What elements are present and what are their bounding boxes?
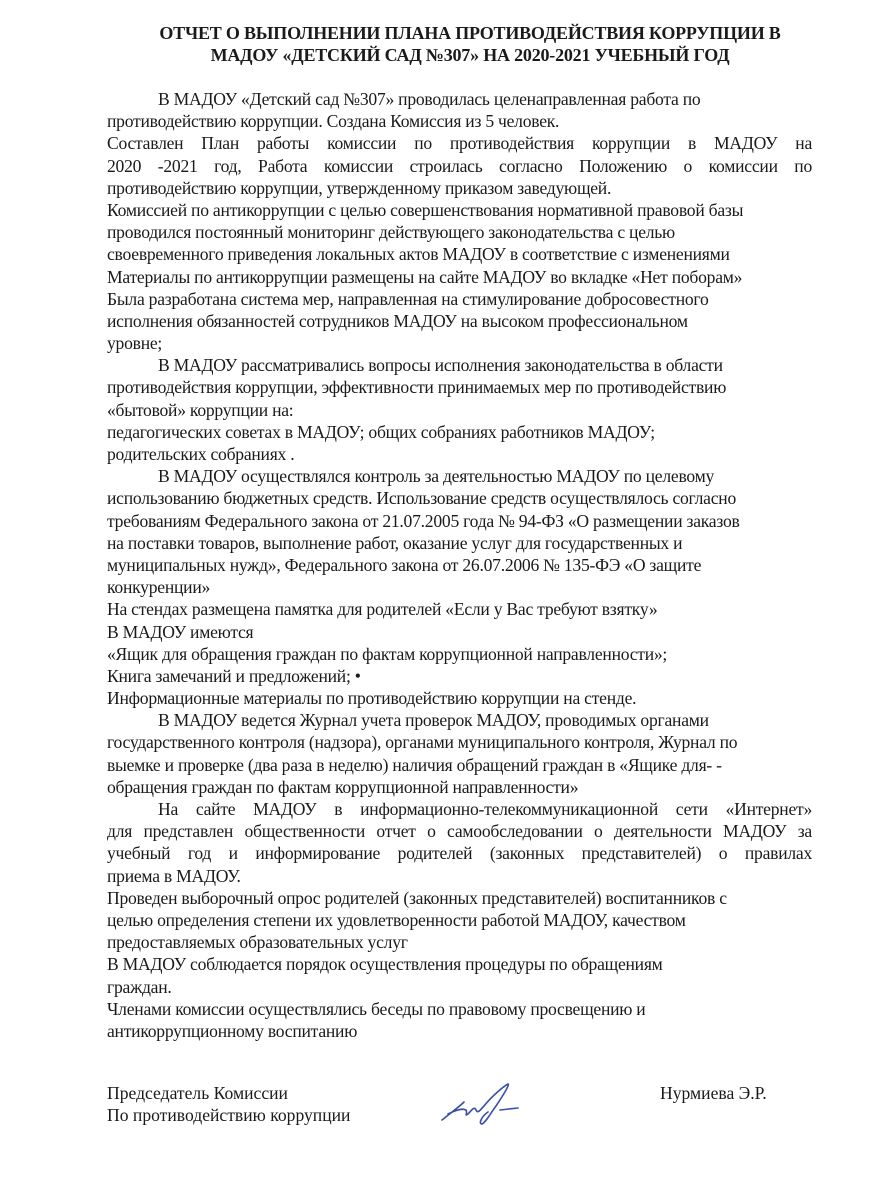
signatory-name: Нурмиева Э.Р.	[660, 1083, 767, 1103]
text-line: государственного контроля (надзора), органами муниципального контроля, Журнал по	[107, 732, 738, 753]
text-line: использованию бюджетных средств. Использование средств осуществлялось согласно	[107, 488, 736, 509]
text-line: На сайте МАДОУ в информационно-телекоммуникационной сети «Интернет»	[158, 799, 812, 819]
text-line: В МАДОУ «Детский сад №307» проводилась целенаправленная работа по	[158, 89, 701, 109]
text-line: на поставки товаров, выполнение работ, оказание услуг для государственных и	[107, 532, 683, 553]
text-line: исполнения обязанностей сотрудников МАДОУ на высоком профессиональном	[107, 310, 688, 331]
text-line: 2020 -2021 год, Работа комиссии строилась согласно Положению о комиссии по	[107, 155, 812, 176]
text-line: В МАДОУ ведется Журнал учета проверок МАДОУ, проводимых органами	[158, 710, 709, 731]
text-line: антикоррупционному воспитанию	[107, 1020, 358, 1041]
text-line: целью определения степени их удовлетворенности работой МАДОУ, качеством	[107, 909, 686, 930]
signatory-position	[107, 1082, 350, 1126]
text-line: Информационные материалы по противодействию коррупции на стенде.	[107, 688, 637, 709]
text-line: Материалы по антикоррупции размещены на сайте МАДОУ во вкладке «Нет поборам»	[107, 266, 743, 287]
text-line: В МАДОУ имеются	[107, 621, 254, 642]
text-line: Была разработана система мер, направленная на стимулирование добросовестного	[107, 288, 709, 309]
text-line: противодействия коррупции, эффективности принимаемых мер по противодействию	[107, 377, 727, 398]
text-line: Комиссией по антикоррупции с целью совершенствования нормативной правовой базы	[107, 199, 744, 220]
text-line: противодействию коррупции, утвержденному приказом заведующей.	[107, 177, 612, 198]
text-line: Составлен План работы комиссии по противодействия коррупции в МАДОУ на	[107, 133, 812, 154]
text-line: приема в МАДОУ.	[107, 865, 241, 886]
text-line: граждан.	[107, 976, 172, 997]
text-line: проводился постоянный мониторинг действующего законодательства с целью	[107, 222, 675, 243]
document-title	[100, 22, 840, 66]
text-line: требованиям Федерального закона от 21.07.2005 года № 94-ФЗ «О размещении заказов	[107, 510, 740, 531]
handwritten-signature	[438, 1080, 538, 1125]
text-line: муниципальных нужд», Федерального закона от 26.07.2006 № 135-ФЭ «О защите	[107, 554, 702, 575]
title-line-1: ОТЧЕТ О ВЫПОЛНЕНИИ ПЛАНА ПРОТИВОДЕЙСТВИЯ КОРРУПЦИИ В	[159, 23, 781, 43]
text-line: противодействию коррупции. Создана Комиссия из 5 человек.	[107, 111, 560, 132]
text-line: учебный год и информирование родителей (законных представителей) о правилах	[107, 843, 812, 864]
text-line: предоставляемых образовательных услуг	[107, 932, 408, 953]
text-line: своевременного приведения локальных актов МАДОУ в соответствие с изменениями	[107, 244, 730, 265]
text-line: родительских собраниях .	[107, 444, 295, 464]
text-line: Членами комиссии осуществлялись беседы по правовому просвещению и	[107, 998, 646, 1019]
position-line-1: Председатель Комиссии	[107, 1083, 288, 1103]
title-line-2: МАДОУ «ДЕТСКИЙ САД №307» НА 2020-2021 УЧЕБНЫЙ ГОД	[210, 45, 730, 65]
text-line: «бытовой» коррупции на:	[107, 399, 294, 420]
text-line: педагогических советах в МАДОУ; общих собраниях работников МАДОУ;	[107, 421, 655, 442]
text-line: На стендах размещена памятка для родителей «Если у Вас требуют взятку»	[107, 599, 658, 620]
text-line: «Ящик для обращения граждан по фактам коррупционной направленности»;	[107, 643, 668, 664]
text-line: В МАДОУ рассматривались вопросы исполнения законодательства в области	[158, 355, 723, 376]
text-line: В МАДОУ осуществлялся контроль за деятельностью МАДОУ по целевому	[158, 466, 715, 487]
text-line: уровне;	[107, 333, 163, 354]
text-line: Проведен выборочный опрос родителей (законных представителей) воспитанников с	[107, 887, 727, 908]
text-line: для представлен общественности отчет о самообследовании о деятельности МАДОУ за	[107, 821, 812, 842]
document-body	[107, 88, 812, 1042]
text-line: В МАДОУ соблюдается порядок осуществления процедуры по обращениям	[107, 954, 663, 975]
text-line: Книга замечаний и предложений; •	[107, 665, 361, 686]
text-line: обращения граждан по фактам коррупционной направленности»	[107, 776, 579, 797]
position-line-2: По противодействию коррупции	[107, 1105, 351, 1125]
text-line: конкуренции»	[107, 577, 211, 598]
text-line: выемке и проверке (два раза в неделю) наличия обращений граждан в «Ящике для- -	[107, 754, 722, 775]
